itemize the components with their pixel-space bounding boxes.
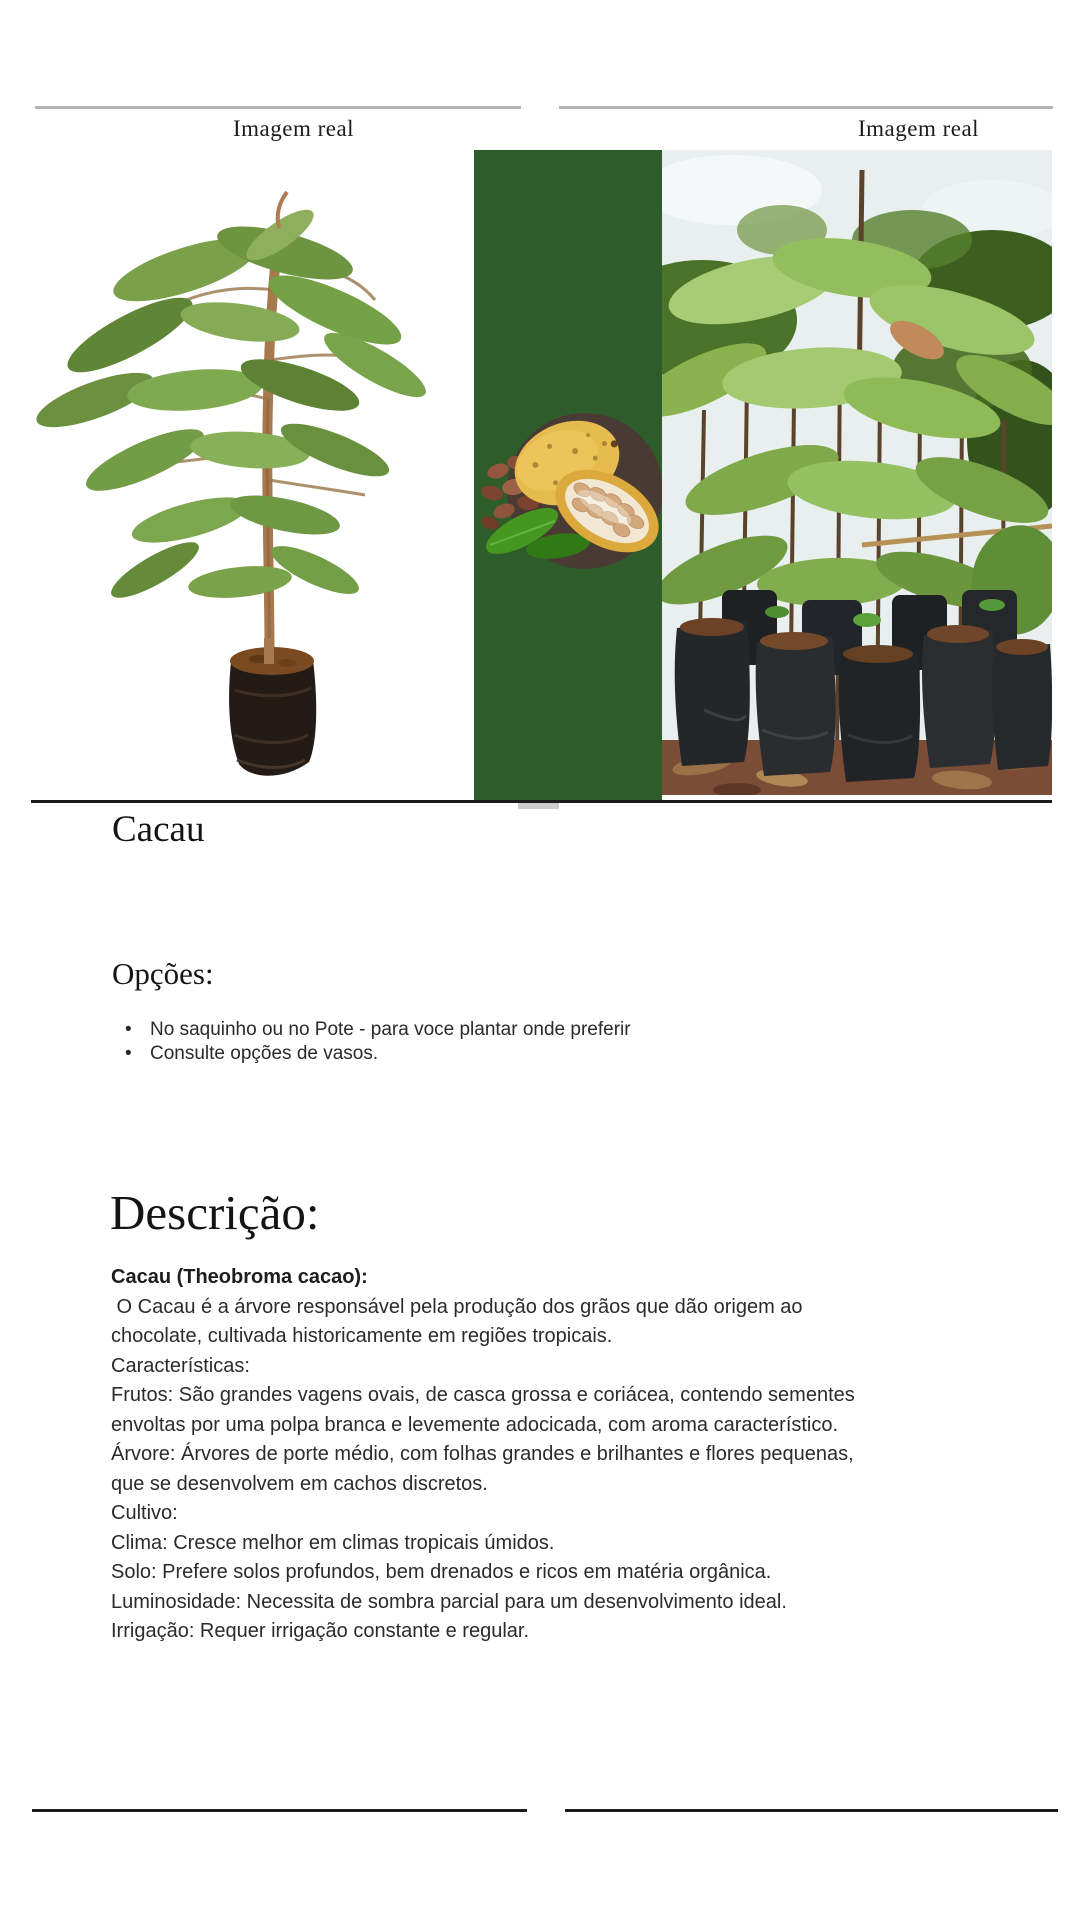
description-line: Clima: Cresce melhor em climas tropicais úmidos. [111,1531,555,1554]
description-line: Solo: Prefere solos profundos, bem drenados e ricos em matéria orgânica. [111,1561,772,1583]
top-divider-left [35,106,521,109]
list-item [122,1018,631,1042]
option-text: Consulte opções de vasos. [150,1042,379,1064]
product-title: Cacau [112,809,205,850]
description-line: O Cacau é a árvore responsável pela produção dos grãos que dão origem ao [111,1295,803,1318]
description-line: envoltas por uma polpa branca e levemente adocicada, com aroma característico. [111,1413,839,1436]
bullet-icon: • [125,1019,132,1040]
bullet-icon: • [125,1042,132,1064]
description-line: Luminosidade: Necessita de sombra parcial para um desenvolvimento ideal. [111,1590,787,1613]
options-heading: Opções: [112,956,214,991]
right-product-photo-nursery[interactable] [662,150,1052,795]
left-product-photo-cacao-seedling[interactable] [35,150,475,800]
description-line: que se desenvolvem em cachos discretos. [111,1472,488,1495]
description-line: Irrigação: Requer irrigação constante e regular. [111,1620,530,1642]
section-divider [31,800,1052,803]
left-image-caption: Imagem real [233,116,355,141]
right-image-caption: Imagem real [858,116,980,141]
bottom-divider-right [565,1809,1058,1812]
bottom-divider-left [32,1809,527,1812]
description-intro: Cacau (Theobroma cacao): [111,1266,368,1288]
description-line: Cultivo: [111,1502,178,1524]
description-line: Características: [111,1354,250,1377]
options-list [122,1018,631,1065]
option-text: No saquinho ou no Pote - para voce plantar onde preferir [150,1019,631,1040]
description-line: Frutos: São grandes vagens ovais, de casca grossa e coriácea, contendo sementes [111,1384,855,1406]
description-heading: Descrição: [110,1185,320,1240]
top-divider-right [559,106,1053,109]
description-line: chocolate, cultivada historicamente em regiões tropicais. [111,1325,613,1347]
description-body [111,1263,855,1647]
cacao-pod-badge-image[interactable] [470,403,670,581]
list-item [122,1042,631,1066]
description-line: Árvore: Árvores de porte médio, com folhas grandes e brilhantes e flores pequenas, [111,1443,854,1465]
seedling-pot-bag [229,638,316,776]
